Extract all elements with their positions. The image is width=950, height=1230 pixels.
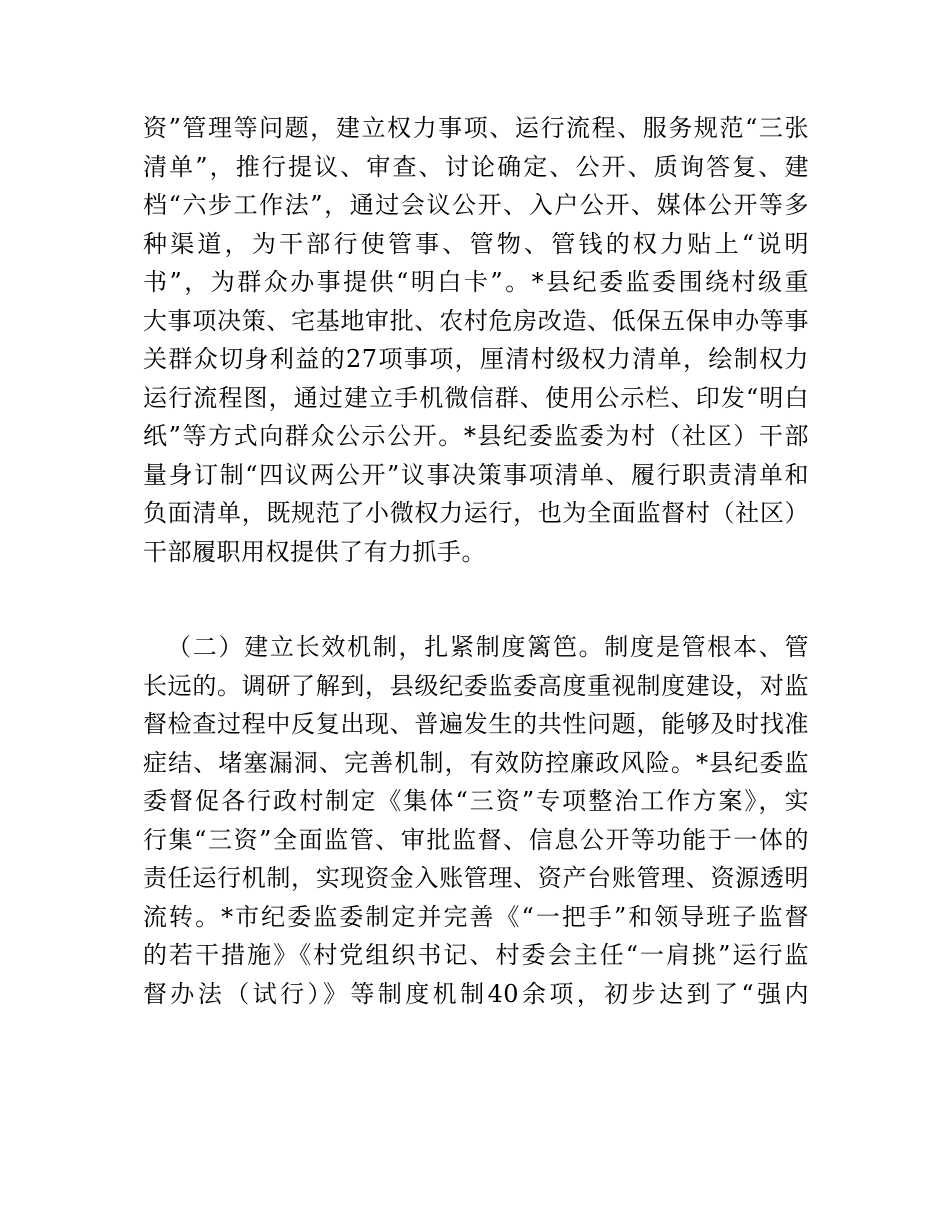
paragraph-line: 清单”，推行提议、审查、讨论确定、公开、质询答复、建 [143, 152, 809, 181]
paragraph-line: 运行流程图，通过建立手机微信群、使用公示栏、印发“明白 [143, 383, 809, 412]
paragraph-line: 纸”等方式向群众公示公开。*县纪委监委为村（社区）干部 [143, 422, 809, 450]
paragraph-line: 委督促各行政村制定《集体“三资”专项整治工作方案》，实 [143, 787, 809, 815]
paragraph-line: 量身订制“四议两公开”议事决策事项清单、履行职责清单和 [143, 460, 809, 489]
paragraph-2 [143, 628, 809, 1013]
paragraph-line: 资”管理等问题，建立权力事项、运行流程、服务规范“三张 [143, 114, 809, 142]
paragraph-line: 大事项决策、宅基地审批、农村危房改造、低保五保申办等事 [143, 306, 809, 335]
paragraph-line: 档“六步工作法”，通过会议公开、入户公开、媒体公开等多 [143, 191, 809, 219]
paragraph-1 [143, 109, 809, 571]
paragraph-line: 流转。*市纪委监委制定并完善《“一把手”和领导班子监督 [143, 902, 809, 931]
paragraph-line: 行集“三资”全面监管、审批监督、信息公开等功能于一体的 [143, 825, 809, 854]
paragraph-line: 症结、堵塞漏洞、完善机制，有效防控廉政风险。*县纪委监 [143, 748, 809, 777]
paragraph-line: 书”，为群众办事提供“明白卡”。*县纪委监委围绕村级重 [143, 268, 809, 296]
paragraph-line: 负面清单，既规范了小微权力运行，也为全面监督村（社区） [143, 499, 809, 527]
paragraph-line: 干部履职用权提供了有力抓手。 [143, 537, 486, 566]
paragraph-line: 督办法（试行）》等制度机制40余项，初步达到了“强内 [143, 979, 809, 1008]
paragraph-line: 关群众切身利益的27项事项，厘清村级权力清单，绘制权力 [143, 345, 809, 373]
paragraph-line: 责任运行机制，实现资金入账管理、资产台账管理、资源透明 [143, 864, 809, 892]
paragraph-line: 的若干措施》《村党组织书记、村委会主任“一肩挑”运行监 [143, 941, 809, 969]
paragraph-line: 督检查过程中反复出现、普遍发生的共性问题，能够及时找准 [143, 710, 809, 738]
paragraph-line: 长远的。调研了解到，县级纪委监委高度重视制度建设，对监 [143, 671, 809, 700]
paragraph-line: （二）建立长效机制，扎紧制度篱笆。制度是管根本、管 [167, 633, 809, 661]
paragraph-line: 种渠道，为干部行使管事、管物、管钱的权力贴上“说明 [143, 229, 809, 258]
